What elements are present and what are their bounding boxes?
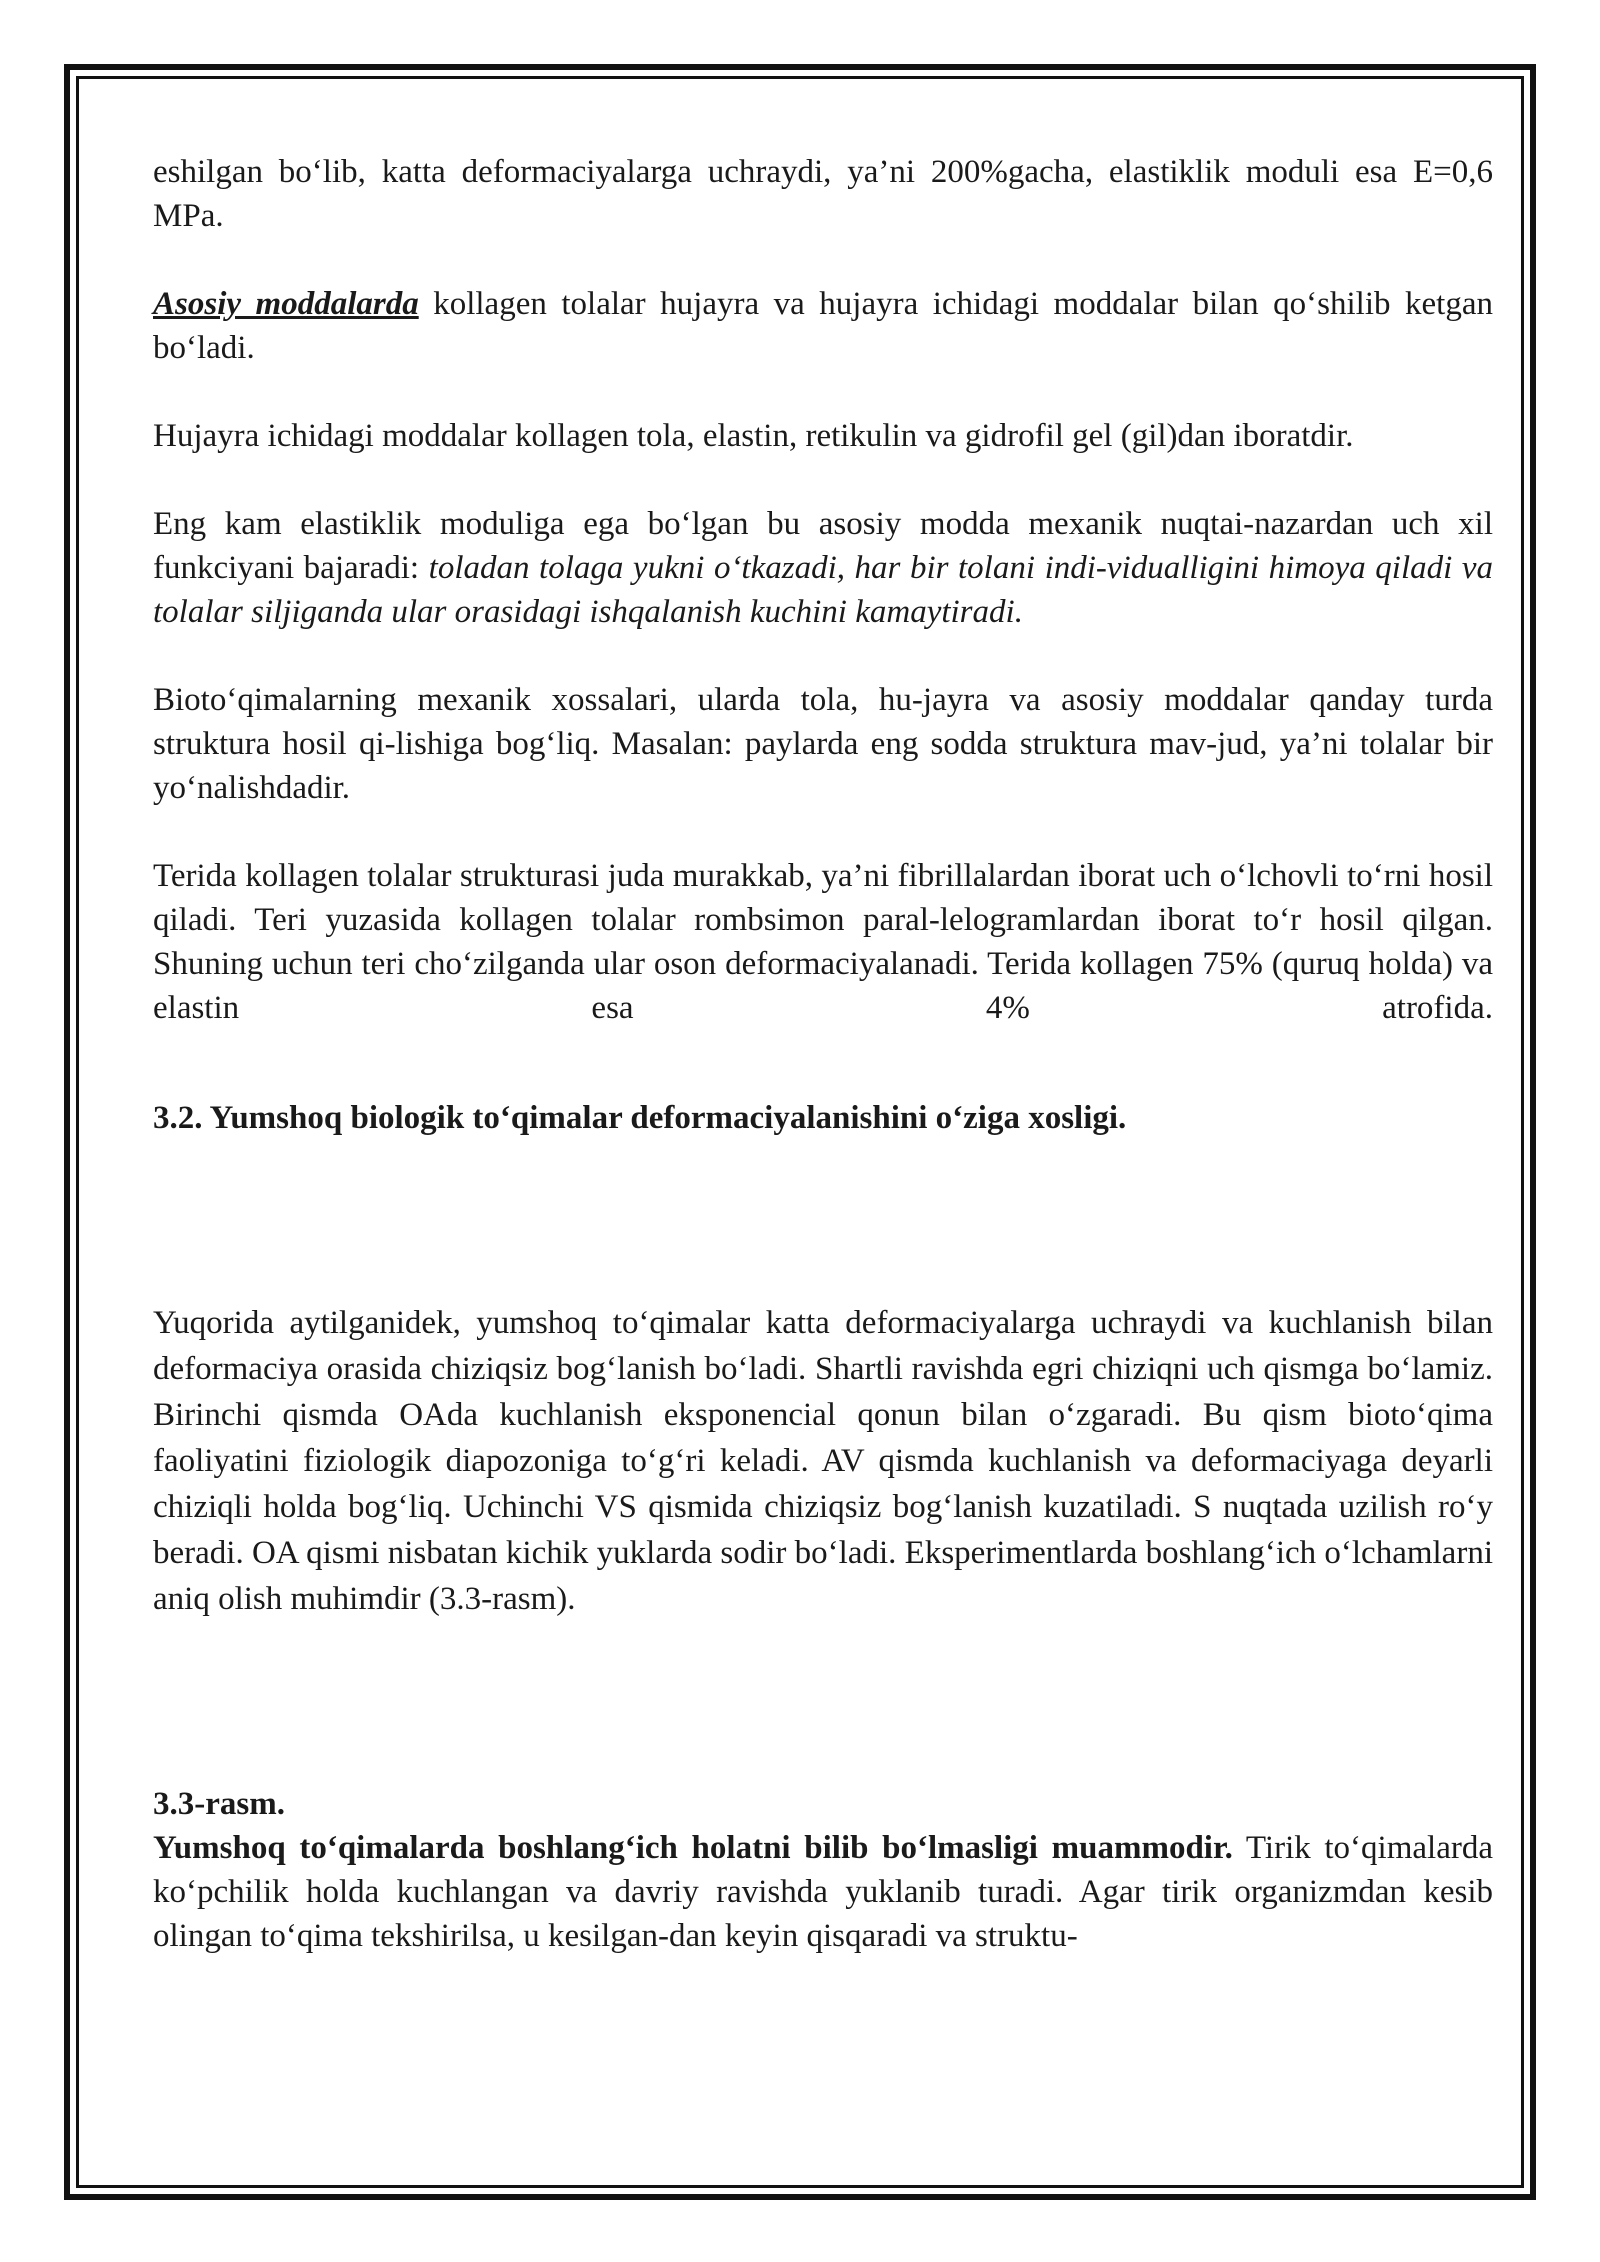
paragraph-functions — [153, 502, 1493, 634]
emphasized-term: Asosiy moddalarda — [153, 286, 419, 322]
blank-space — [153, 1140, 1493, 1300]
paragraph-text: kollagen tolalar hujayra va hujayra ichidagi moddalar bilan qo‘shilib ketgan bo‘ladi. — [153, 286, 1493, 366]
section-heading: 3.2. Yumshoq biologik to‘qimalar deformaciyalanishini o‘ziga xosligi. — [153, 1100, 1127, 1136]
paragraph-text: Hujayra ichidagi moddalar kollagen tola, elastin, retikulin va gidrofil gel (gil)dan iboratdir. — [153, 418, 1354, 454]
paragraph-basic-substances — [153, 282, 1493, 370]
paragraph-mechanical-properties — [153, 678, 1493, 810]
paragraph-text: Tirik to‘qimalarda ko‘pchilik holda kuchlangan va davriy ravishda yuklanib turadi. Agar tirik organizmdan kesib olingan to‘qima tekshirilsa, u kesilgan-dan keyin qisqaradi va struktu- — [153, 1830, 1493, 1954]
paragraph-text: Terida kollagen tolalar strukturasi juda murakkab, ya’ni fibrillalardan iborat uch o‘lchovli to‘rni hosil qiladi. Teri yuzasida kollagen tolalar rombsimon paral-lelogramlardan iborat to‘r hosil qilgan. Shuning uchun teri cho‘zilganda ular oson deformaciyalanadi. Terida kollagen 75% (quruq holda) va elastin esa 4% atrofida. — [153, 858, 1493, 1026]
paragraph-skin-collagen — [153, 854, 1493, 1030]
paragraph-text: eshilgan bo‘lib, katta deformaciyalarga uchraydi, ya’ni 200%gacha, elastiklik moduli esa E=0,6 MPa. — [153, 154, 1493, 234]
paragraph-text: Bioto‘qimalarning mexanik xossalari, ularda tola, hu-jayra va asosiy moddalar qanday turda struktura hosil qi-lishiga bog‘liq. Masalan: paylarda eng sodda struktura mav-jud, ya’ni tolalar bir yo‘nalishdadir. — [153, 682, 1493, 806]
paragraph-initial-state — [153, 1826, 1493, 1958]
paragraph-text: Eng kam elastiklik moduliga ega bo‘lgan bu asosiy modda mexanik nuqtai-nazardan uch xil funkciyani bajaradi: — [153, 506, 1493, 586]
document-body — [153, 150, 1493, 1958]
paragraph-elastic-modulus — [153, 150, 1493, 238]
paragraph-deformation — [153, 1300, 1493, 1622]
paragraph-text: Yuqorida aytilganidek, yumshoq to‘qimalar katta deformaciyalarga uchraydi va kuchlanish bilan deformaciya orasida chiziqsiz bog‘lanish bo‘ladi. Shartli ravishda egri chiziqni uch qismga bo‘lamiz. Birinchi qismda OAda kuchlanish eksponencial qonun bilan o‘zgaradi. Bu qism bioto‘qima faoliyatini fiziologik diapozoniga to‘g‘ri keladi. AV qismda kuchlanish va deformaciyaga deyarli chiziqli holda bog‘liq. Uchinchi VS qismida chiziqsiz bog‘lanish kuzatiladi. S nuqtada uzilish ro‘y beradi. OA qismi nisbatan kichik yuklarda sodir bo‘ladi. Eksperimentlarda boshlang‘ich o‘lchamlarni aniq olish muhimdir (3.3-rasm). — [153, 1305, 1493, 1617]
figure-placeholder — [153, 1622, 1493, 1782]
figure-caption: 3.3-rasm. — [153, 1786, 285, 1822]
paragraph-cell-substances — [153, 414, 1493, 458]
bold-lead-text: Yumshoq to‘qimalarda boshlang‘ich holatni bilib bo‘lmasligi muammodir. — [153, 1830, 1233, 1866]
italic-text: toladan tolaga yukni o‘tkazadi, har bir tolani indi-vidualligini himoya qiladi va tolalar siljiganda ular orasidagi ishqalanish kuchini kamaytiradi. — [153, 550, 1493, 630]
